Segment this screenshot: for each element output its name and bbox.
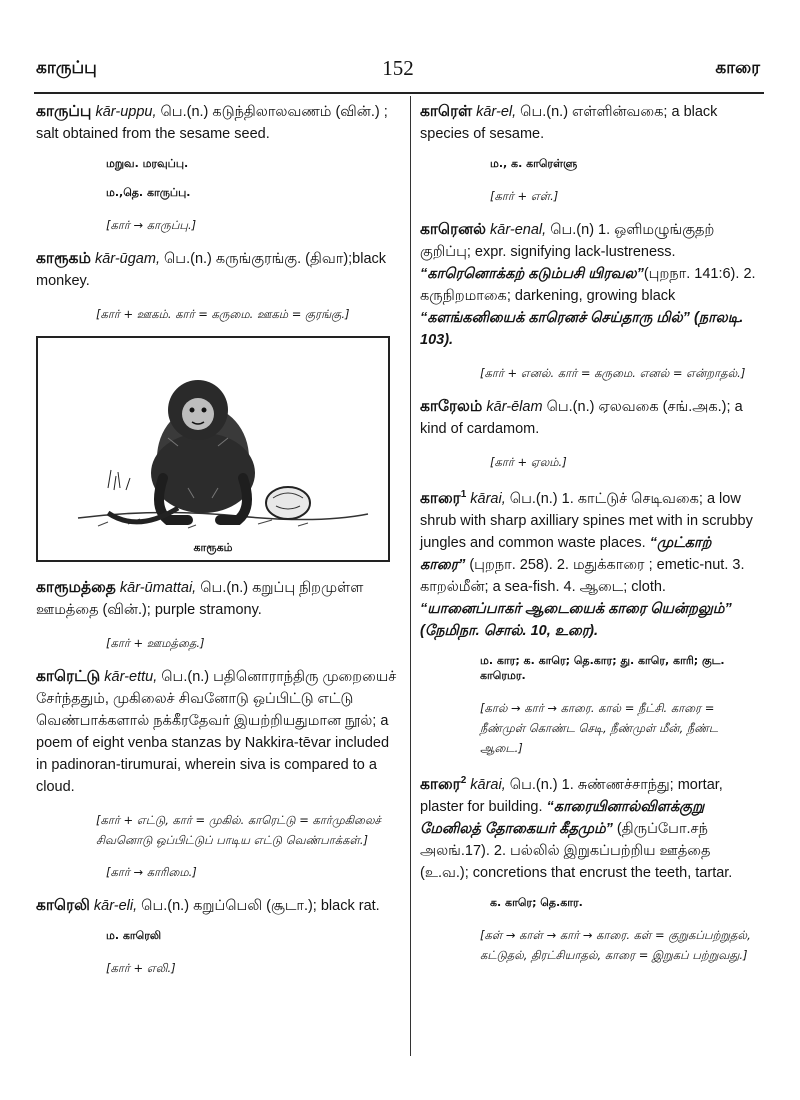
headword: காரேலம் xyxy=(420,397,483,415)
citation-a: “காரையினால்விளக்குறு மேனிலத் தோகையர் கீதமும்” xyxy=(420,798,705,837)
entry-karai-2 xyxy=(420,770,760,884)
headword: காரை xyxy=(420,488,461,507)
headword: காரெலி xyxy=(36,896,90,914)
etymology: [கள் → காள் → கார் → காரை. கள் = குறுகப்பற்றுதல், கட்டுதல், திரட்சியாதல், காரை = இறுகப் பற்றுவது.] xyxy=(480,927,751,962)
headword: காரெனல் xyxy=(420,220,486,238)
transliteration: kār-ēlam xyxy=(486,399,543,415)
entry-kareli xyxy=(36,894,400,917)
transliteration: kār-uppu, xyxy=(95,104,157,120)
transliteration: kārai, xyxy=(470,490,506,507)
headword: காரெள் xyxy=(420,102,473,120)
cognates: ம.,தெ. காருப்பு. xyxy=(106,186,191,199)
transliteration: kār-enal, xyxy=(490,222,547,238)
etymology: [கார் + ஊமத்தை.] xyxy=(106,636,205,650)
page-number: 152 xyxy=(382,56,414,80)
entry-karumattai xyxy=(36,576,400,621)
entry-karugam xyxy=(36,247,400,292)
cognates: ம. கார; க. காரெ; தெ.கார; து. காரெ, காரி; குட. காரெமர. xyxy=(480,653,725,682)
definition-part-b: (புறநா. 258). 2. மதுக்காரை ; emetic-nut. 3. காறல்மீன்; a sea-fish. 4. ஆடை; cloth. xyxy=(420,556,745,595)
transliteration: kār-ūgam, xyxy=(94,251,160,267)
homograph-number: 2 xyxy=(460,774,467,786)
entry-karelam xyxy=(420,395,760,440)
etymology: [கார் + எள்.] xyxy=(490,189,559,203)
column-divider xyxy=(410,96,411,1056)
entry-karai-1 xyxy=(420,484,760,642)
definition-part-c: (நேமிநா. சொல். 10, உரை). xyxy=(420,622,599,639)
transliteration: kārai, xyxy=(470,776,506,793)
citation-a: “காரெனொக்கற் கடும்பசி யிரவல” xyxy=(420,266,644,282)
transliteration: kār-ettu, xyxy=(104,669,158,685)
definition: பெ.(n.) பதினொராந்திரு முறையைச் சேர்ந்ததும், முகிலைச் சிவனோடு ஒப்பிட்டு எட்டு வெண்பாக்களால் நக்கீரதேவர் இயற்றியதுமான நூல்; a poem of eight venba stanzas by Nakkira-tēvar included in padinoran-tirumurai, wherein siva is compared to a cloud. xyxy=(36,669,397,795)
headword: காரூகம் xyxy=(36,249,91,267)
black-monkey-illustration xyxy=(36,336,390,562)
definition-part-a: பெ.(n.) 1. காட்டுச் செடிவகை; a low shrub with sharp axilliary spines met with in scrubby jungles and common waste places. xyxy=(420,490,753,551)
definition: பெ.(n.) கடுந்திலாலவணம் (வின்.) ; salt obtained from the sesame seed. xyxy=(36,104,388,142)
definition: பெ.(n.) எள்ளின்வகை; a black species of sesame. xyxy=(420,104,718,142)
etymology: [கார் + எலி.] xyxy=(106,961,176,975)
headword: காரூமத்தை xyxy=(36,578,116,596)
citation-b: “யானைப்பாகர் ஆடையைக் காரை யென்றலும்” xyxy=(420,600,732,617)
definition: பெ.(n.) கறுப்பெலி (சூடா.); black rat. xyxy=(137,898,380,914)
definition-part-b: (திருப்போ.சந் அலங்.17). 2. பல்லில் இறுகப்பற்றிய ஊத்தை (உ.வ.); concretions that encrust the teeth, tartar. xyxy=(420,820,733,881)
cognates: ம., க. காரெள்ளு xyxy=(490,157,578,170)
etymology: [கார் + எட்டு, கார் = முகில். காரெட்டு = கார்முகிலைச் சிவனொடு ஒப்பிட்டுப் பாடிய எட்டு வெண்பாக்கள்.] xyxy=(96,813,381,847)
entry-karuppu xyxy=(36,100,400,145)
transliteration: kār-eli, xyxy=(93,898,138,914)
entry-karel xyxy=(420,100,760,145)
etymology: [கார் + ஊகம். கார் = கருமை. ஊகம் = குரங்கு.] xyxy=(96,307,350,321)
cognates: க. காரெ; தெ.கார. xyxy=(490,895,583,909)
entry-karettu xyxy=(36,665,400,798)
transliteration: kār-ūmattai, xyxy=(119,580,197,596)
right-column xyxy=(420,100,760,977)
running-head-right: காரை xyxy=(715,58,760,78)
etymology: [கால் → கார் → காரை. கால் = நீட்சி. காரை = நீண்முள் கொண்ட செடி, நீண்முள் மீன், நீண்ட ஆடை.] xyxy=(480,700,719,755)
etymology: [கார் + எனல். கார் = கருமை. எனல் = என்றாதல்.] xyxy=(480,366,746,380)
entry-karenal xyxy=(420,218,760,351)
etymology-2: [கார் → காரிமை.] xyxy=(106,865,197,879)
definition: பெ.(n.) ஏலவகை (சங்.அக.); a kind of cardamom. xyxy=(420,399,743,437)
transliteration: kār-el, xyxy=(476,104,517,120)
headword: காரெட்டு xyxy=(36,667,101,685)
page-header xyxy=(36,56,760,88)
left-column xyxy=(36,100,400,990)
etymology: [கார் → காருப்பு.] xyxy=(106,218,197,232)
header-rule xyxy=(34,92,764,94)
monkey-drawing xyxy=(38,338,388,560)
definition-part-a: பெ.(n) 1. ஒளிமழுங்குதற் குறிப்பு; expr. signifying lack-lustreness. xyxy=(420,222,715,260)
definition-part-b: (புறநா. 141:6). 2. கருநிறமாகை; darkening, growing black xyxy=(420,266,756,304)
running-head-left: காருப்பு xyxy=(36,58,97,78)
citation-a: “முட்காற் காரை” xyxy=(420,534,712,573)
etymology: [கார் + ஏலம்.] xyxy=(490,455,567,469)
definition-part-c: (நாலடி. 103). xyxy=(420,310,744,348)
citation-b: “களங்கனியைக் காரெனச் செய்தாரு மில்” xyxy=(420,310,690,326)
synonym-note: மறுவ. மரவுப்பு. xyxy=(106,157,189,170)
figure-caption: காரூகம் xyxy=(193,541,233,554)
headword: காரை xyxy=(420,774,461,793)
cognates: ம. காரெலி xyxy=(106,929,162,942)
definition-part-a: பெ.(n.) 1. சுண்ணச்சாந்து; mortar, plaster for building. xyxy=(420,776,723,815)
definition: பெ.(n.) கருங்குரங்கு. (திவா);black monkey. xyxy=(36,251,387,289)
headword: காருப்பு xyxy=(36,102,92,120)
homograph-number: 1 xyxy=(460,489,467,500)
definition: பெ.(n.) கறுப்பு நிறமுள்ள ஊமத்தை (வின்.); purple stramony. xyxy=(36,580,364,618)
